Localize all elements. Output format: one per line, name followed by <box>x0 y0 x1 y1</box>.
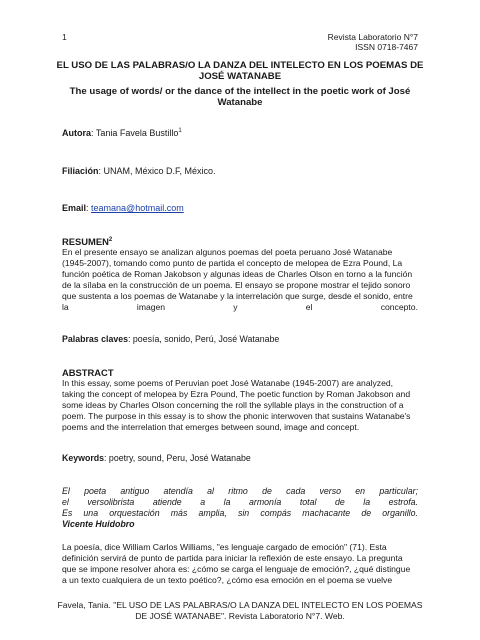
epigraph-line-2 <box>62 497 418 508</box>
author-label: Autora <box>62 128 91 138</box>
epigraph-word: de <box>262 486 272 496</box>
palabras-claves-label: Palabras claves <box>62 334 129 344</box>
author-footnote-mark: 1 <box>178 128 182 134</box>
keywords-line <box>62 453 251 464</box>
body-line: La poesía, dice William Carlos Williams, "es lenguaje cargado de emoción" (71). Esta <box>62 542 387 552</box>
resumen-line: (1945-2007), tomando como punto de partida el concepto de melopea de Ezra Pound, La <box>62 258 403 268</box>
epigraph-attribution: Vicente Huidobro <box>62 519 135 529</box>
title-line: EL USO DE LAS PALABRAS/O LA DANZA DEL INTELECTO EN LOS POEMAS DE <box>56 60 424 71</box>
epigraph-word: de <box>334 497 345 507</box>
keywords-label: Keywords <box>62 453 105 463</box>
epigraph-word: al <box>207 486 214 496</box>
resumen-body <box>62 247 418 313</box>
resumen-line: de la sílaba en la construcción de un poema. El ensayo se propone mostrar el tejido sonoro <box>62 280 411 290</box>
resumen-word: imagen <box>136 302 166 312</box>
epigraph-word: verso <box>319 486 342 496</box>
abstract-body <box>62 378 418 433</box>
epigraph-word: a <box>200 497 206 507</box>
epigraph-word: la <box>223 497 231 507</box>
epigraph-word: orquestación <box>109 508 160 518</box>
epigraph-word: particular; <box>379 486 418 496</box>
citation-footer <box>40 600 440 622</box>
epigraph-word: en <box>355 486 366 496</box>
email-link[interactable]: teamana@hotmail.com <box>91 203 184 213</box>
resumen-footnote-mark: 2 <box>108 236 113 243</box>
epigraph-word: una <box>83 508 99 518</box>
resumen-title: RESUMEN <box>62 236 109 247</box>
author-name: : Tania Favela Bustillo <box>91 128 179 138</box>
resumen-line: función poética de Roman Jakobson y algunas ideas de Charles Olson en torno a la función <box>62 269 413 279</box>
keywords-value: : poetry, sound, Peru, José Watanabe <box>104 453 251 463</box>
epigraph-line-1 <box>62 486 418 497</box>
footer-line: DE JOSÉ WATANABE". Revista Laboratorio N°7. Web. <box>135 611 345 621</box>
epigraph <box>62 486 418 530</box>
abstract-line: taking the concept of melopea by Ezra Pound, The poetic function by Roman Jakobson and <box>62 389 411 399</box>
article-subtitle <box>40 86 440 108</box>
epigraph-word: poeta <box>84 486 107 496</box>
epigraph-word: atiende <box>152 497 182 507</box>
epigraph-word: más <box>170 508 188 518</box>
abstract-line: some ideas by Charles Olson concerning the roll the syllable plays in the construction of a <box>62 400 404 410</box>
epigraph-word: armonía <box>249 497 282 507</box>
palabras-claves-line <box>62 334 279 345</box>
epigraph-word: Es <box>62 508 73 518</box>
epigraph-word: sin <box>237 508 250 518</box>
abstract-heading: ABSTRACT <box>62 367 114 378</box>
body-line: definición servirá de punto de partida para iniciar la reflexión de este ensayo. La pregunta <box>62 553 403 563</box>
epigraph-word: ritmo <box>228 486 248 496</box>
epigraph-word: versolibrista <box>87 497 135 507</box>
email-line <box>62 203 184 214</box>
epigraph-word: cada <box>286 486 306 496</box>
abstract-line: poems and the interrelation that emerges between sound, image and concept. <box>62 422 360 432</box>
epigraph-word: organillo. <box>382 508 418 518</box>
palabras-claves-value: : poesía, sonido, Perú, José Watanabe <box>128 334 280 344</box>
issn: ISSN 0718-7467 <box>355 42 418 52</box>
resumen-word: concepto. <box>380 302 418 312</box>
abstract-line: In this essay, some poems of Peruvian poet José Watanabe (1945-2007) are analyzed, <box>62 378 394 388</box>
epigraph-line-3 <box>62 508 418 519</box>
email-label: Email <box>62 203 87 213</box>
resumen-word: la <box>62 302 69 312</box>
resumen-word: el <box>305 302 313 312</box>
epigraph-word: de <box>361 508 372 518</box>
subtitle-line: The usage of words/ or the dance of the intellect in the poetic work of José <box>69 86 411 97</box>
resumen-word: y <box>233 302 238 312</box>
epigraph-word: estrofa. <box>388 497 418 507</box>
resumen-heading <box>62 236 112 247</box>
resumen-line: En el presente ensayo se analizan algunos poemas del poeta peruano José Watanabe <box>62 247 393 257</box>
resumen-last-line <box>62 302 418 313</box>
author-line <box>62 128 182 139</box>
epigraph-word: amplia, <box>198 508 227 518</box>
article-title <box>40 60 440 82</box>
email-separator: : <box>86 203 92 213</box>
affiliation-line <box>62 166 216 177</box>
abstract-line: poem. The purpose in this essay is to show the phonic interwoven that sustains Watanabe's <box>62 411 411 421</box>
title-line: JOSÉ WATANABE <box>198 71 282 82</box>
epigraph-word: la <box>363 497 371 507</box>
page-number: 1 <box>62 32 67 42</box>
body-line: a un texto cualquiera de un texto poético?, ¿cómo esa emoción en el poema se vuelve <box>62 575 393 585</box>
epigraph-word: atendía <box>163 486 193 496</box>
epigraph-word: machacante <box>302 508 351 518</box>
subtitle-line: Watanabe <box>217 97 263 108</box>
epigraph-word: compás <box>260 508 292 518</box>
epigraph-word: el <box>62 497 69 507</box>
footer-line: Favela, Tania. "EL USO DE LAS PALABRAS/O LA DANZA DEL INTELECTO EN LOS POEMAS <box>57 600 423 610</box>
journal-name: Revista Laboratorio N°7 <box>327 32 418 42</box>
epigraph-word: antiguo <box>120 486 150 496</box>
affiliation-value: : UNAM, México D.F, México. <box>98 166 216 176</box>
epigraph-word: total <box>299 497 317 507</box>
body-line: que se impone resolver ahora es: ¿cómo se carga el lenguaje de emoción?, ¿qué distingue <box>62 564 411 574</box>
body-text <box>62 542 418 586</box>
epigraph-word: El <box>62 486 70 496</box>
resumen-line: que sustenta a los poemas de Watanabe y la interrelación que surge, desde el sonido, entre <box>62 291 413 301</box>
affiliation-label: Filiación <box>62 166 99 176</box>
